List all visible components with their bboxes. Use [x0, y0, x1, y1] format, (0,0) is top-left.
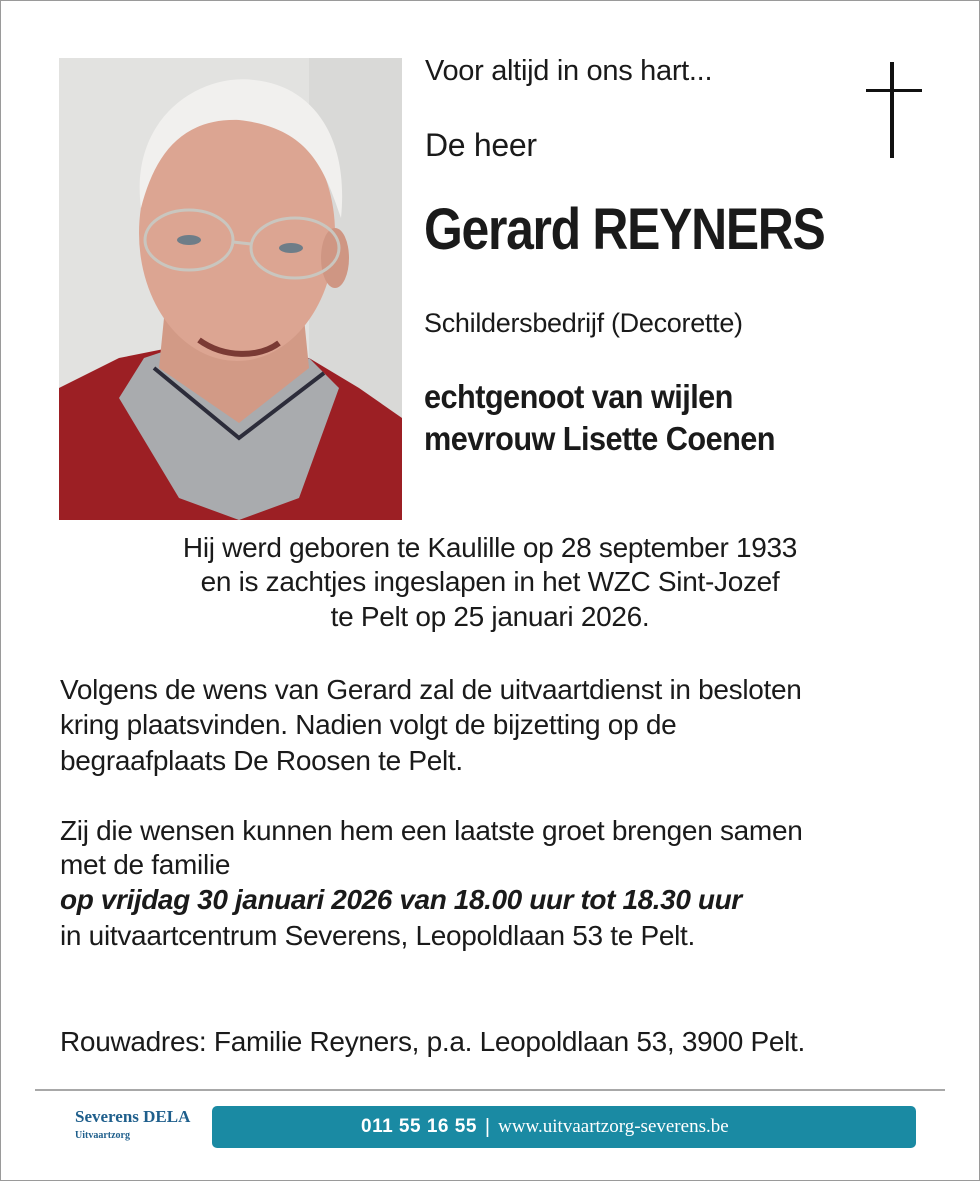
- spouse-line-2: mevrouw Lisette Coenen: [424, 420, 775, 457]
- deceased-name: Gerard REYNERS: [424, 197, 825, 262]
- service-line-3: begraafplaats De Roosen te Pelt.: [60, 745, 463, 776]
- birth-line-1: Hij werd geboren te Kaulille op 28 september 1933: [182, 532, 798, 563]
- website-link[interactable]: www.uitvaartzorg-severens.be: [498, 1116, 729, 1137]
- greeting-datetime: op vrijdag 30 januari 2026 van 18.00 uur tot 18.30 uur: [60, 884, 742, 915]
- salutation: De heer: [425, 127, 537, 163]
- portrait-photo: [59, 58, 402, 520]
- logo-name: Severens DELA: [75, 1107, 191, 1126]
- greeting-line-2: met de familie: [60, 849, 231, 880]
- birth-line-3: te Pelt op 25 januari 2026.: [330, 601, 650, 632]
- contact-bar: [212, 1106, 916, 1148]
- service-line-2: kring plaatsvinden. Nadien volgt de bijzetting op de: [60, 709, 677, 740]
- mourning-address: Rouwadres: Familie Reyners, p.a. Leopoldlaan 53, 3900 Pelt.: [60, 1026, 805, 1057]
- contact-separator: |: [484, 1115, 491, 1138]
- service-line-1: Volgens de wens van Gerard zal de uitvaartdienst in besloten: [60, 674, 802, 705]
- spouse-line-1: echtgenoot van wijlen: [424, 378, 733, 415]
- logo-subtitle: Uitvaartzorg: [75, 1130, 130, 1141]
- phone-number[interactable]: 011 55 16 55: [361, 1116, 477, 1137]
- divider: [35, 1089, 945, 1091]
- occupation: Schildersbedrijf (Decorette): [424, 308, 743, 338]
- birth-line-2: en is zachtjes ingeslapen in het WZC Sint-Jozef: [200, 566, 780, 597]
- cross-icon: [866, 62, 922, 158]
- greeting-line-1: Zij die wensen kunnen hem een laatste groet brengen samen: [60, 815, 803, 846]
- greeting-location: in uitvaartcentrum Severens, Leopoldlaan 53 te Pelt.: [60, 920, 696, 951]
- motto: Voor altijd in ons hart...: [425, 55, 713, 87]
